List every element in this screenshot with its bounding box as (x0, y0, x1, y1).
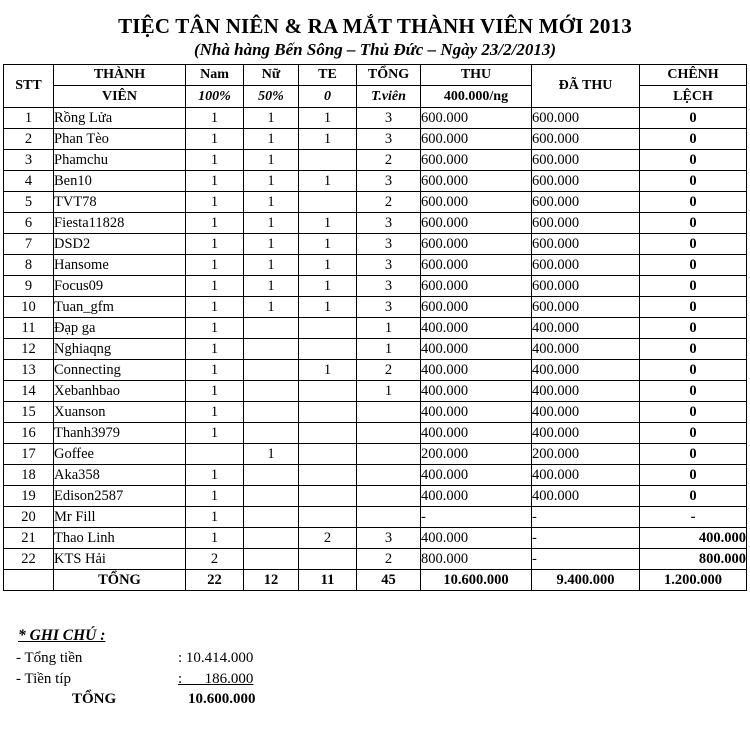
cell-tong: 1 (357, 318, 421, 339)
cell-stt: 20 (4, 507, 54, 528)
cell-nu: 1 (244, 129, 299, 150)
total-chenh: 1.200.000 (640, 570, 747, 591)
cell-nam: 1 (186, 276, 244, 297)
cell-thu: 600.000 (421, 108, 532, 129)
cell-nu: 1 (244, 192, 299, 213)
header-member: THÀNH (54, 65, 186, 86)
cell-te: 1 (299, 276, 357, 297)
cell-dathu: 600.000 (532, 192, 640, 213)
cell-chenh: 0 (640, 213, 747, 234)
table-row (4, 549, 747, 570)
cell-stt: 22 (4, 549, 54, 570)
note-tip-label: - Tiền típ (16, 671, 72, 687)
cell-name: Rồng Lửa (54, 108, 186, 129)
cell-tong: 3 (357, 108, 421, 129)
cell-thu: 600.000 (421, 234, 532, 255)
cell-dathu: - (532, 549, 640, 570)
cell-tong (357, 402, 421, 423)
cell-dathu: 400.000 (532, 339, 640, 360)
cell-tong: 3 (357, 213, 421, 234)
cell-thu: 400.000 (421, 381, 532, 402)
table-row (4, 465, 747, 486)
cell-te: 1 (299, 360, 357, 381)
cell-thu: 400.000 (421, 360, 532, 381)
cell-dathu: 600.000 (532, 129, 640, 150)
cell-thu: 800.000 (421, 549, 532, 570)
cell-dathu: 600.000 (532, 255, 640, 276)
cell-stt: 4 (4, 171, 54, 192)
table-row (4, 444, 747, 465)
cell-nu (244, 423, 299, 444)
cell-name: Phamchu (54, 150, 186, 171)
cell-chenh: 0 (640, 339, 747, 360)
note-total-value: : 10.414.000 (178, 650, 254, 666)
cell-te (299, 381, 357, 402)
cell-name: Xebanhbao (54, 381, 186, 402)
total-nam: 22 (186, 570, 244, 591)
cell-nu: 1 (244, 234, 299, 255)
table-row (4, 213, 747, 234)
cell-chenh: 0 (640, 171, 747, 192)
member-table (3, 64, 747, 591)
cell-te (299, 549, 357, 570)
cell-tong: 3 (357, 129, 421, 150)
cell-name: Focus09 (54, 276, 186, 297)
cell-stt: 21 (4, 528, 54, 549)
cell-te (299, 444, 357, 465)
cell-stt: 1 (4, 108, 54, 129)
header-chenh: CHÊNH (640, 65, 747, 86)
cell-nam: 1 (186, 339, 244, 360)
cell-tong: 1 (357, 339, 421, 360)
cell-name: KTS Hải (54, 549, 186, 570)
cell-tong (357, 423, 421, 444)
cell-stt: 2 (4, 129, 54, 150)
cell-nu (244, 528, 299, 549)
cell-nu: 1 (244, 213, 299, 234)
cell-stt: 7 (4, 234, 54, 255)
cell-thu: 400.000 (421, 402, 532, 423)
cell-te: 1 (299, 129, 357, 150)
cell-te: 1 (299, 297, 357, 318)
table-row (4, 486, 747, 507)
cell-name: Tuan_gfm (54, 297, 186, 318)
cell-nu: 1 (244, 444, 299, 465)
cell-chenh: 0 (640, 465, 747, 486)
cell-nam: 1 (186, 528, 244, 549)
header-member-2: VIÊN (54, 86, 186, 108)
table-row (4, 360, 747, 381)
cell-nam: 1 (186, 171, 244, 192)
cell-nu (244, 465, 299, 486)
cell-dathu: 600.000 (532, 108, 640, 129)
cell-thu: 200.000 (421, 444, 532, 465)
cell-tong (357, 486, 421, 507)
cell-stt: 13 (4, 360, 54, 381)
cell-thu: 600.000 (421, 171, 532, 192)
table-row (4, 255, 747, 276)
cell-chenh: 0 (640, 255, 747, 276)
cell-nam: 1 (186, 423, 244, 444)
table-row (4, 234, 747, 255)
cell-stt: 14 (4, 381, 54, 402)
table-row (4, 192, 747, 213)
cell-name: Ben10 (54, 171, 186, 192)
cell-thu: 600.000 (421, 276, 532, 297)
cell-tong (357, 444, 421, 465)
header-nam: Nam (186, 65, 244, 86)
cell-chenh: 0 (640, 360, 747, 381)
cell-dathu: 600.000 (532, 150, 640, 171)
total-te: 11 (299, 570, 357, 591)
cell-tong: 3 (357, 297, 421, 318)
cell-chenh: 0 (640, 297, 747, 318)
cell-nu (244, 318, 299, 339)
page-subtitle: (Nhà hàng Bến Sông – Thủ Đức – Ngày 23/2/2013) (193, 40, 557, 59)
table-row (4, 423, 747, 444)
cell-nam: 1 (186, 507, 244, 528)
cell-chenh: 0 (640, 108, 747, 129)
cell-nam: 1 (186, 234, 244, 255)
table-row (4, 129, 747, 150)
cell-nu (244, 339, 299, 360)
cell-thu: 600.000 (421, 213, 532, 234)
cell-tong: 1 (357, 381, 421, 402)
notes-title: * GHI CHÚ : (18, 627, 106, 644)
table-row (4, 276, 747, 297)
cell-dathu: 600.000 (532, 213, 640, 234)
cell-nu: 1 (244, 171, 299, 192)
cell-name: Xuanson (54, 402, 186, 423)
cell-nam: 1 (186, 150, 244, 171)
cell-dathu: 600.000 (532, 276, 640, 297)
header-dathu: ĐÃ THU (532, 65, 640, 108)
cell-nu (244, 402, 299, 423)
notes-section (18, 627, 105, 645)
total-label: TỔNG (54, 570, 186, 591)
cell-nam: 1 (186, 402, 244, 423)
cell-te (299, 402, 357, 423)
header-te-pct: 0 (299, 86, 357, 108)
cell-tong: 2 (357, 549, 421, 570)
cell-stt: 9 (4, 276, 54, 297)
cell-tong: 2 (357, 192, 421, 213)
header-te: TE (299, 65, 357, 86)
cell-stt: 6 (4, 213, 54, 234)
cell-name: Hansome (54, 255, 186, 276)
cell-nu (244, 381, 299, 402)
cell-te (299, 507, 357, 528)
table-row (4, 108, 747, 129)
total-nu: 12 (244, 570, 299, 591)
cell-nu (244, 360, 299, 381)
cell-te: 1 (299, 234, 357, 255)
cell-chenh: 0 (640, 423, 747, 444)
cell-dathu: 400.000 (532, 465, 640, 486)
cell-te: 1 (299, 171, 357, 192)
header-chenh-2: LỆCH (640, 86, 747, 108)
cell-nam: 2 (186, 549, 244, 570)
cell-nam (186, 444, 244, 465)
cell-name: Thao Linh (54, 528, 186, 549)
cell-dathu: 400.000 (532, 360, 640, 381)
cell-chenh: 400.000 (640, 528, 747, 549)
cell-tong: 2 (357, 150, 421, 171)
cell-chenh: 0 (640, 192, 747, 213)
cell-name: Thanh3979 (54, 423, 186, 444)
cell-tong: 3 (357, 234, 421, 255)
cell-nam: 1 (186, 297, 244, 318)
cell-tong: 3 (357, 276, 421, 297)
cell-te (299, 318, 357, 339)
cell-dathu: 400.000 (532, 402, 640, 423)
table-row (4, 297, 747, 318)
cell-te (299, 192, 357, 213)
cell-chenh: - (640, 507, 747, 528)
cell-nu: 1 (244, 150, 299, 171)
header-tong-sub: T.viên (357, 86, 421, 108)
cell-nu: 1 (244, 276, 299, 297)
cell-dathu: - (532, 528, 640, 549)
cell-nu: 1 (244, 108, 299, 129)
cell-tong: 3 (357, 528, 421, 549)
cell-tong: 3 (357, 255, 421, 276)
cell-dathu: 600.000 (532, 297, 640, 318)
cell-thu: 600.000 (421, 297, 532, 318)
cell-tong: 3 (357, 171, 421, 192)
table-row (4, 318, 747, 339)
cell-thu: 600.000 (421, 192, 532, 213)
table-row (4, 402, 747, 423)
cell-thu: - (421, 507, 532, 528)
note-total-label: - Tổng tiền (16, 650, 83, 666)
cell-dathu: 400.000 (532, 486, 640, 507)
cell-tong (357, 507, 421, 528)
cell-dathu: 400.000 (532, 381, 640, 402)
cell-thu: 600.000 (421, 129, 532, 150)
cell-name: TVT78 (54, 192, 186, 213)
cell-stt: 19 (4, 486, 54, 507)
cell-name: Connecting (54, 360, 186, 381)
cell-tong: 2 (357, 360, 421, 381)
cell-name: Edison2587 (54, 486, 186, 507)
cell-stt: 16 (4, 423, 54, 444)
cell-chenh: 0 (640, 276, 747, 297)
cell-dathu: 400.000 (532, 423, 640, 444)
cell-stt: 15 (4, 402, 54, 423)
note-tip-value: : 186.000 (178, 671, 254, 687)
header-nam-pct: 100% (186, 86, 244, 108)
cell-nu (244, 549, 299, 570)
cell-te: 2 (299, 528, 357, 549)
header-thu-rate: 400.000/ng (421, 86, 532, 108)
table-row (4, 339, 747, 360)
cell-chenh: 0 (640, 318, 747, 339)
header-nu: Nữ (244, 65, 299, 86)
cell-nu: 1 (244, 255, 299, 276)
cell-nu: 1 (244, 297, 299, 318)
cell-nam: 1 (186, 129, 244, 150)
cell-stt: 18 (4, 465, 54, 486)
cell-stt: 11 (4, 318, 54, 339)
table-row (4, 528, 747, 549)
header-nu-pct: 50% (244, 86, 299, 108)
cell-te (299, 423, 357, 444)
cell-chenh: 0 (640, 381, 747, 402)
cell-name: Fiesta11828 (54, 213, 186, 234)
cell-name: Mr Fill (54, 507, 186, 528)
cell-name: Phan Tèo (54, 129, 186, 150)
page-title: TIỆC TÂN NIÊN & RA MẮT THÀNH VIÊN MỚI 2013 (118, 14, 632, 38)
cell-te: 1 (299, 255, 357, 276)
cell-nam: 1 (186, 213, 244, 234)
cell-nam: 1 (186, 486, 244, 507)
cell-dathu: 400.000 (532, 318, 640, 339)
header-stt: STT (4, 65, 54, 108)
cell-nam: 1 (186, 381, 244, 402)
cell-stt: 10 (4, 297, 54, 318)
cell-te: 1 (299, 213, 357, 234)
cell-name: Goffee (54, 444, 186, 465)
cell-dathu: - (532, 507, 640, 528)
table-row (4, 150, 747, 171)
cell-name: Nghiaqng (54, 339, 186, 360)
cell-dathu: 600.000 (532, 171, 640, 192)
cell-stt: 8 (4, 255, 54, 276)
header-thu: THU (421, 65, 532, 86)
cell-dathu: 200.000 (532, 444, 640, 465)
cell-name: DSD2 (54, 234, 186, 255)
note-sum-value: 10.600.000 (188, 691, 256, 707)
cell-chenh: 0 (640, 129, 747, 150)
table-row (4, 171, 747, 192)
cell-chenh: 0 (640, 150, 747, 171)
cell-te: 1 (299, 108, 357, 129)
cell-name: Aka358 (54, 465, 186, 486)
cell-thu: 400.000 (421, 339, 532, 360)
cell-thu: 400.000 (421, 486, 532, 507)
cell-nam: 1 (186, 318, 244, 339)
total-dathu: 9.400.000 (532, 570, 640, 591)
cell-stt: 12 (4, 339, 54, 360)
cell-stt: 5 (4, 192, 54, 213)
cell-thu: 400.000 (421, 465, 532, 486)
cell-nam: 1 (186, 465, 244, 486)
cell-thu: 400.000 (421, 423, 532, 444)
cell-name: Đạp ga (54, 318, 186, 339)
header-tong: TỔNG (357, 65, 421, 86)
cell-te (299, 465, 357, 486)
table-row (4, 507, 747, 528)
cell-nam: 1 (186, 192, 244, 213)
cell-chenh: 800.000 (640, 549, 747, 570)
cell-nu (244, 486, 299, 507)
cell-nam: 1 (186, 255, 244, 276)
total-thu: 10.600.000 (421, 570, 532, 591)
total-tong: 45 (357, 570, 421, 591)
cell-chenh: 0 (640, 234, 747, 255)
cell-te (299, 150, 357, 171)
cell-thu: 600.000 (421, 150, 532, 171)
cell-thu: 400.000 (421, 528, 532, 549)
cell-thu: 600.000 (421, 255, 532, 276)
cell-stt: 17 (4, 444, 54, 465)
cell-te (299, 339, 357, 360)
cell-chenh: 0 (640, 402, 747, 423)
cell-nam: 1 (186, 108, 244, 129)
total-row (4, 570, 747, 591)
cell-nu (244, 507, 299, 528)
cell-stt: 3 (4, 150, 54, 171)
table-row (4, 381, 747, 402)
note-sum-label: TỔNG (72, 691, 117, 707)
cell-chenh: 0 (640, 444, 747, 465)
cell-tong (357, 465, 421, 486)
cell-nam: 1 (186, 360, 244, 381)
cell-te (299, 486, 357, 507)
cell-dathu: 600.000 (532, 234, 640, 255)
cell-chenh: 0 (640, 486, 747, 507)
cell-thu: 400.000 (421, 318, 532, 339)
